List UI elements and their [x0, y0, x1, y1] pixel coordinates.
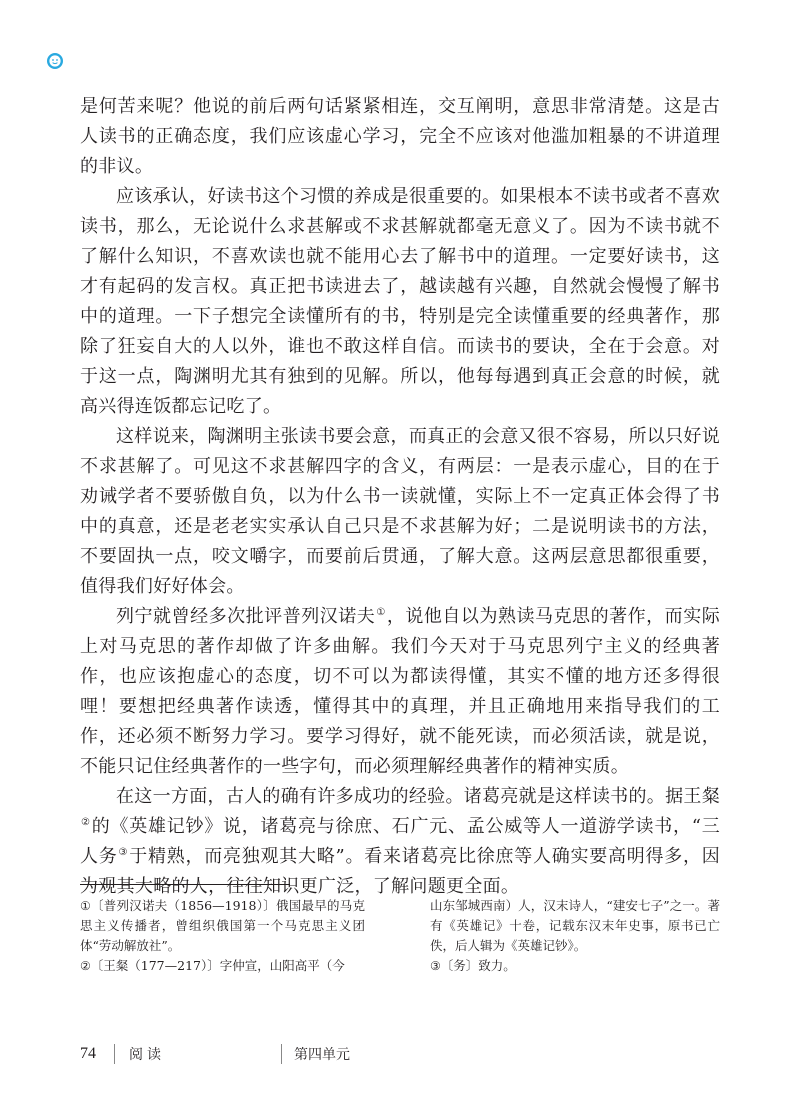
page-footer — [80, 1042, 350, 1066]
paragraph-text: 应该承认，好读书这个习惯的养成是很重要的。如果根本不读书或者不喜欢读书，那么，无论说什么求甚解或不求甚解就都毫无意义了。因为不读书就不了解什么知识，不喜欢读也就不能用心去了解书中的道理。一定要好读书，这才有起码的发言权。真正把书读进去了，越读越有兴趣，自然就会慢慢了解书中的道理。一下子想完全读懂所有的书，特别是完全读懂重要的经典著作，那除了狂妄自大的人以外，谁也不敢这样自信。而读书的要诀，全在于会意。对于这一点，陶渊明尤其有独到的见解。所以，他每每遇到真正会意的时候，就高兴得连饭都忘记吃了。 — [80, 186, 720, 417]
footnote-2-continued: 山东邹城西南）人，汉末诗人，“建安七子”之一。著有《英雄记》十卷，记载东汉末年史事，原书已亡佚，后人辑为《英雄记钞》。 — [430, 898, 720, 953]
footnote-1: ①〔普列汉诺夫（1856—1918）〕俄国最早的马克思主义传播者，曾组织俄国第一个马克思主义团体“劳动解放社”。 — [80, 898, 365, 953]
paragraph — [80, 602, 720, 782]
footer-divider — [281, 1044, 282, 1064]
smiley-icon — [46, 52, 64, 70]
footer-divider — [114, 1044, 115, 1064]
footnote-ref: ① — [376, 607, 386, 618]
paragraph-text: 在这一方面，古人的确有许多成功的经验。诸葛亮就是这样读书的。据王粲 — [116, 786, 720, 807]
footnote-ref: ② — [81, 817, 91, 828]
paragraph-text: 的《英雄记钞》说，诸葛亮与徐庶、石广元、孟公威等人一道游学读书，“三人务 — [80, 816, 720, 867]
paragraph — [80, 92, 720, 182]
footnote-column-left — [80, 896, 365, 976]
paragraph-text: 列宁就曾经多次批评普列汉诺夫 — [116, 606, 376, 627]
article-body — [80, 92, 720, 902]
unit-label: 第四单元 — [294, 1047, 350, 1063]
footnotes — [80, 896, 720, 976]
footnote-3: ③〔务〕致力。 — [430, 958, 516, 973]
section-label: 阅读 — [129, 1047, 165, 1063]
footnote-divider — [80, 884, 290, 885]
paragraph-text: 这样说来，陶渊明主张读书要会意，而真正的会意又很不容易，所以只好说不求甚解了。可见这不求甚解四字的含义，有两层：一是表示虚心，目的在于劝诫学者不要骄傲自负，以为什么书一读就懂，实际上不一定真正体会得了书中的真意，还是老老实实承认自己只是不求甚解为好；二是说明读书的方法，不要固执一点，咬文嚼字，而要前后贯通，了解大意。这两层意思都很重要，值得我们好好体会。 — [80, 426, 720, 597]
footnote-2: ②〔王粲（177—217）〕字仲宣，山阳高平（今 — [80, 958, 345, 973]
paragraph — [80, 422, 720, 602]
paragraph-text: 于精熟，而亮独观其大略”。看来诸葛亮比徐庶等人确实要高明得多，因为观其大略的人，往往知识更广泛，了解问题更全面。 — [80, 846, 720, 897]
paragraph-text: ，说他自以为熟读马克思的著作，而实际上对马克思的著作却做了许多曲解。我们今天对于马克思列宁主义的经典著作，也应该抱虚心的态度，切不可以为都读得懂，其实不懂的地方还多得很哩！要想把经典著作读透，懂得其中的真理，并且正确地用来指导我们的工作，还必须不断努力学习。要学习得好，就不能死读，而必须活读，就是说，不能只记住经典著作的一些字句，而必须理解经典著作的精神实质。 — [80, 606, 721, 777]
footnote-ref: ③ — [118, 847, 129, 858]
paragraph — [80, 182, 720, 422]
footnote-column-right — [430, 896, 720, 976]
paragraph-text: 是何苦来呢？他说的前后两句话紧紧相连，交互阐明，意思非常清楚。这是古人读书的正确态度，我们应该虚心学习，完全不应该对他滥加粗暴的不讲道理的非议。 — [80, 96, 720, 177]
page-number: 74 — [80, 1045, 96, 1062]
